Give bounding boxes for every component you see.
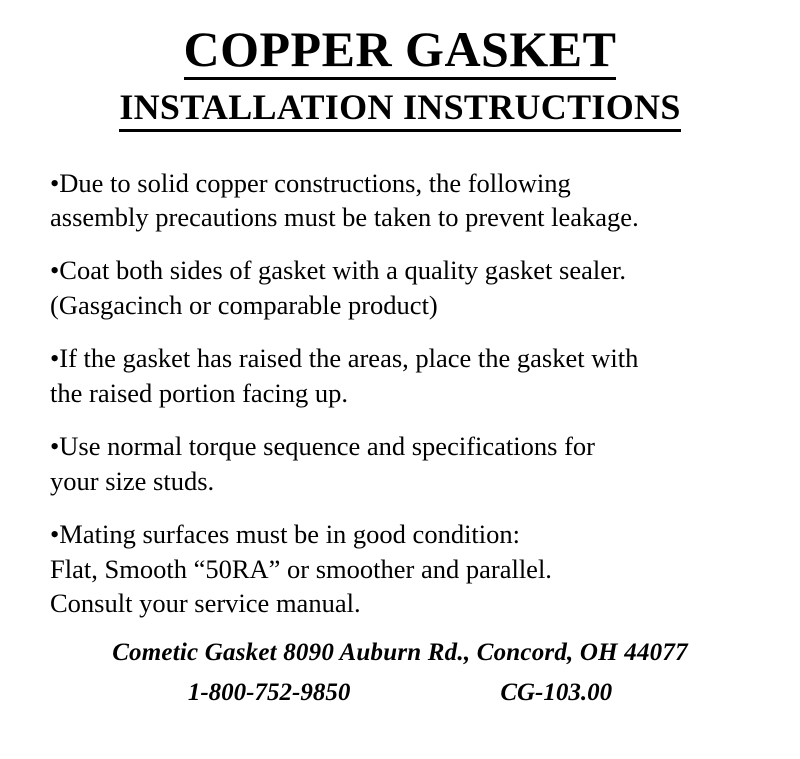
instruction-line: Consult your service manual. xyxy=(50,587,361,618)
instruction-line: •If the gasket has raised the areas, place the gasket with xyxy=(50,343,639,374)
instruction-item xyxy=(50,166,750,235)
instruction-line: assembly precautions must be taken to prevent leakage. xyxy=(50,202,639,233)
instruction-line: •Mating surfaces must be in good condition: xyxy=(50,519,521,550)
instruction-item xyxy=(50,517,750,620)
instruction-line: your size studs. xyxy=(50,465,215,496)
instruction-line: Flat, Smooth “50RA” or smoother and parallel. xyxy=(50,553,552,584)
instruction-line: the raised portion facing up. xyxy=(50,377,349,408)
company-address: Cometic Gasket 8090 Auburn Rd., Concord, OH 44077 xyxy=(112,639,688,667)
instruction-line: (Gasgacinch or comparable product) xyxy=(50,289,438,320)
instruction-item xyxy=(50,429,750,498)
page-title: COPPER GASKET xyxy=(184,22,617,80)
part-code: CG-103.00 xyxy=(500,679,613,707)
footer-contact-row xyxy=(50,679,750,707)
instruction-line: •Use normal torque sequence and specifications for xyxy=(50,431,595,462)
instruction-item xyxy=(50,341,750,410)
instruction-line: •Due to solid copper constructions, the following xyxy=(50,167,571,198)
instructions-list xyxy=(50,166,750,708)
footer-block xyxy=(50,639,750,707)
title-block xyxy=(0,0,800,132)
company-phone: 1-800-752-9850 xyxy=(187,679,351,707)
instruction-item xyxy=(50,253,750,322)
instruction-line: •Coat both sides of gasket with a quality gasket sealer. xyxy=(50,255,626,286)
page-subtitle: INSTALLATION INSTRUCTIONS xyxy=(119,88,680,132)
